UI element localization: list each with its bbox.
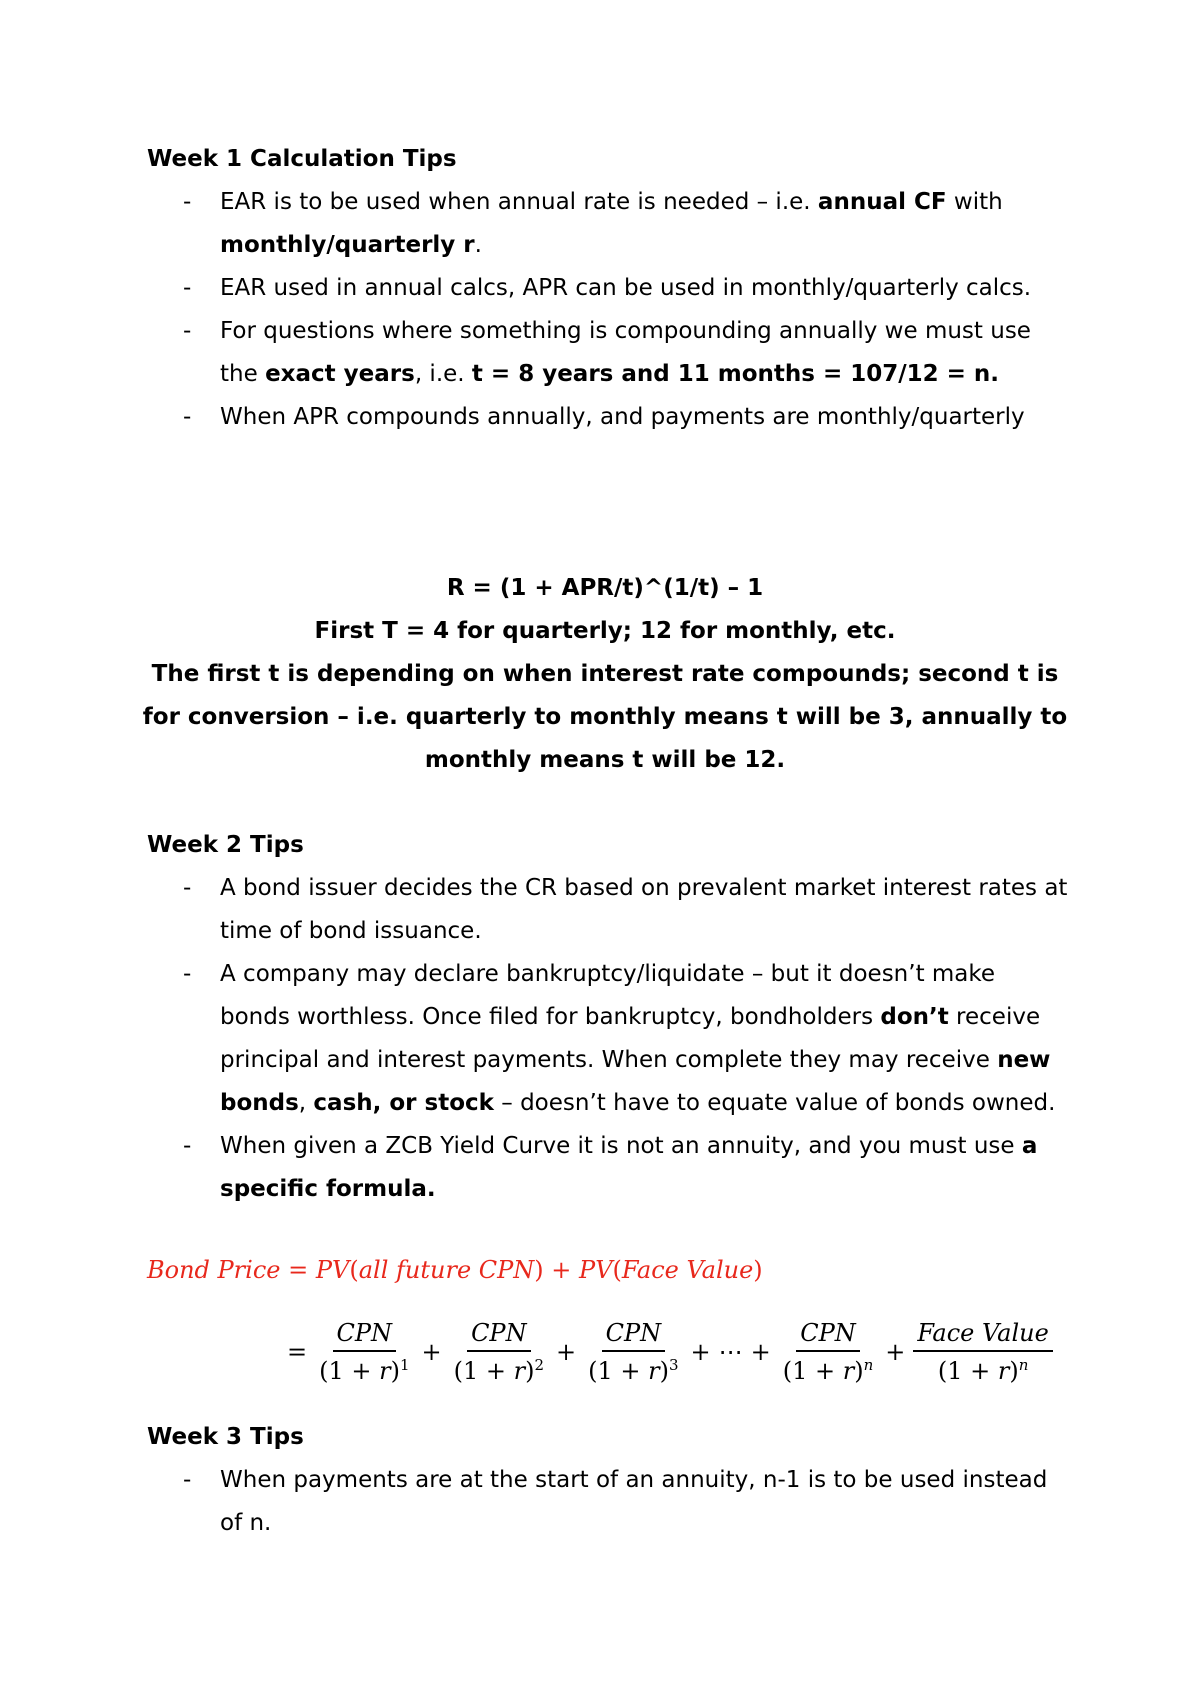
week3-heading: Week 3 Tips bbox=[147, 1424, 304, 1450]
close-paren: ) bbox=[753, 1256, 763, 1284]
close-paren: ) bbox=[534, 1256, 544, 1284]
week1-list bbox=[0, 181, 1200, 439]
item-text: A company may declare bankruptcy/liquidate – but it doesn’t make bonds worthless. Once filed for bankruptcy, bondholders bbox=[220, 961, 996, 1030]
item-text: A bond issuer decides the CR based on prevalent market interest rates at time of bond issuance. bbox=[220, 875, 1068, 944]
exponent: 1 bbox=[399, 1356, 410, 1374]
item-text: For questions where something is compounding annually we must use the bbox=[220, 318, 1031, 387]
item-bold: new bonds bbox=[220, 1047, 1051, 1116]
den-close: ) bbox=[390, 1357, 400, 1385]
rate-r: r bbox=[842, 1357, 855, 1385]
item-text: , bbox=[298, 1090, 314, 1116]
denominator bbox=[450, 1352, 548, 1385]
item-bold: annual CF bbox=[817, 189, 947, 215]
bullet-dash: - bbox=[183, 961, 192, 987]
den-open: (1 + bbox=[319, 1357, 380, 1385]
den-open: (1 + bbox=[588, 1357, 649, 1385]
item-bold: a specific formula. bbox=[220, 1133, 1038, 1202]
numerator: CPN bbox=[333, 1319, 397, 1352]
bond-price-expansion bbox=[283, 1312, 1057, 1392]
plus-sign: + bbox=[750, 1338, 771, 1366]
week1-formula: R = (1 + APR/t)^(1/t) – 1 bbox=[446, 575, 764, 601]
item-text: receive principal and interest payments. When complete they may receive bbox=[220, 1004, 1041, 1073]
week2-list bbox=[0, 867, 1200, 1211]
plus-sign: + bbox=[885, 1338, 906, 1366]
week1-item-2 bbox=[0, 267, 1070, 310]
rate-r: r bbox=[513, 1357, 526, 1385]
week3-list bbox=[0, 1459, 1200, 1545]
bullet-dash: - bbox=[183, 318, 192, 344]
denominator bbox=[315, 1352, 413, 1385]
all-future-cpn: all future CPN bbox=[358, 1256, 535, 1284]
den-close: ) bbox=[525, 1357, 535, 1385]
open-paren: ( bbox=[612, 1256, 622, 1284]
den-close: ) bbox=[854, 1357, 864, 1385]
open-paren: ( bbox=[349, 1256, 359, 1284]
bullet-dash: - bbox=[183, 275, 192, 301]
item-bold: exact years bbox=[265, 361, 415, 387]
bullet-dash: - bbox=[183, 1467, 192, 1493]
numerator: CPN bbox=[467, 1319, 531, 1352]
item-bold: t = 8 years and 11 months = 107/12 = n. bbox=[471, 361, 1000, 387]
den-open: (1 + bbox=[782, 1357, 843, 1385]
plus-sign: + bbox=[556, 1338, 577, 1366]
week2-item-2 bbox=[0, 953, 1070, 1125]
fraction-term-1 bbox=[315, 1319, 413, 1385]
week1-note-first-t: First T = 4 for quarterly; 12 for monthly, etc. bbox=[314, 618, 896, 644]
rate-r: r bbox=[379, 1357, 391, 1385]
week1-item-3 bbox=[0, 310, 1070, 396]
week2-item-3 bbox=[0, 1125, 1070, 1211]
den-open: (1 + bbox=[453, 1357, 514, 1385]
bullet-dash: - bbox=[183, 1133, 192, 1159]
exponent: 2 bbox=[534, 1356, 545, 1374]
numerator: CPN bbox=[796, 1319, 860, 1352]
exponent: n bbox=[1018, 1356, 1029, 1374]
den-close: ) bbox=[1009, 1357, 1019, 1385]
exponent: n bbox=[863, 1356, 874, 1374]
fraction-face-value bbox=[913, 1319, 1052, 1385]
pv-label: PV bbox=[579, 1256, 613, 1284]
fraction-term-n bbox=[779, 1319, 878, 1385]
bond-price-label: Bond Price bbox=[147, 1256, 281, 1284]
item-text: When given a ZCB Yield Curve it is not an annuity, and you must use bbox=[220, 1133, 1022, 1159]
item-text: When APR compounds annually, and payments are monthly/quarterly bbox=[220, 404, 1025, 430]
bullet-dash: - bbox=[183, 189, 192, 215]
numerator: CPN bbox=[602, 1319, 666, 1352]
week1-item-4 bbox=[0, 396, 1070, 439]
equals-sign: = bbox=[288, 1256, 309, 1284]
plus-sign: + bbox=[421, 1338, 442, 1366]
item-bold: monthly/quarterly r bbox=[220, 232, 475, 258]
item-text: When payments are at the start of an annuity, n-1 is to be used instead of n. bbox=[220, 1467, 1048, 1536]
bond-price-formula bbox=[147, 1250, 763, 1290]
bullet-dash: - bbox=[183, 875, 192, 901]
pv-label: PV bbox=[315, 1256, 350, 1284]
item-bold: don’t bbox=[880, 1004, 949, 1030]
denominator bbox=[779, 1352, 878, 1385]
item-text: . bbox=[474, 232, 482, 258]
week1-item-1 bbox=[0, 181, 1070, 267]
week3-item-1 bbox=[0, 1459, 1070, 1545]
item-text: EAR used in annual calcs, APR can be used in monthly/quarterly calcs. bbox=[220, 275, 1032, 301]
item-text: EAR is to be used when annual rate is needed – i.e. bbox=[220, 189, 818, 215]
exponent: 3 bbox=[669, 1356, 679, 1374]
item-text: – doesn’t have to equate value of bonds owned. bbox=[493, 1090, 1056, 1116]
item-text: , i.e. bbox=[414, 361, 472, 387]
equals-sign: = bbox=[287, 1338, 308, 1366]
fraction-term-3 bbox=[584, 1319, 682, 1385]
denominator bbox=[584, 1352, 682, 1385]
den-open: (1 + bbox=[937, 1357, 998, 1385]
plus-sign: + bbox=[690, 1338, 711, 1366]
ellipsis: ⋯ bbox=[718, 1338, 743, 1366]
plus-sign: + bbox=[551, 1256, 572, 1284]
week2-item-1 bbox=[0, 867, 1070, 953]
den-close: ) bbox=[659, 1357, 669, 1385]
face-value: Face Value bbox=[621, 1256, 754, 1284]
item-text: with bbox=[946, 189, 1003, 215]
fraction-term-2 bbox=[450, 1319, 548, 1385]
week1-heading: Week 1 Calculation Tips bbox=[147, 146, 457, 172]
item-bold: cash, or stock bbox=[313, 1090, 494, 1116]
week2-heading: Week 2 Tips bbox=[147, 832, 304, 858]
rate-r: r bbox=[997, 1357, 1010, 1385]
numerator: Face Value bbox=[913, 1319, 1052, 1352]
rate-r: r bbox=[648, 1357, 660, 1385]
bullet-dash: - bbox=[183, 404, 192, 430]
week1-note-second-t: The first t is depending on when interest rate compounds; second t is for conversion – i.e. quarterly to monthly means t will be 3, annually to monthly means t will be 12. bbox=[142, 661, 1068, 773]
denominator bbox=[934, 1352, 1033, 1385]
